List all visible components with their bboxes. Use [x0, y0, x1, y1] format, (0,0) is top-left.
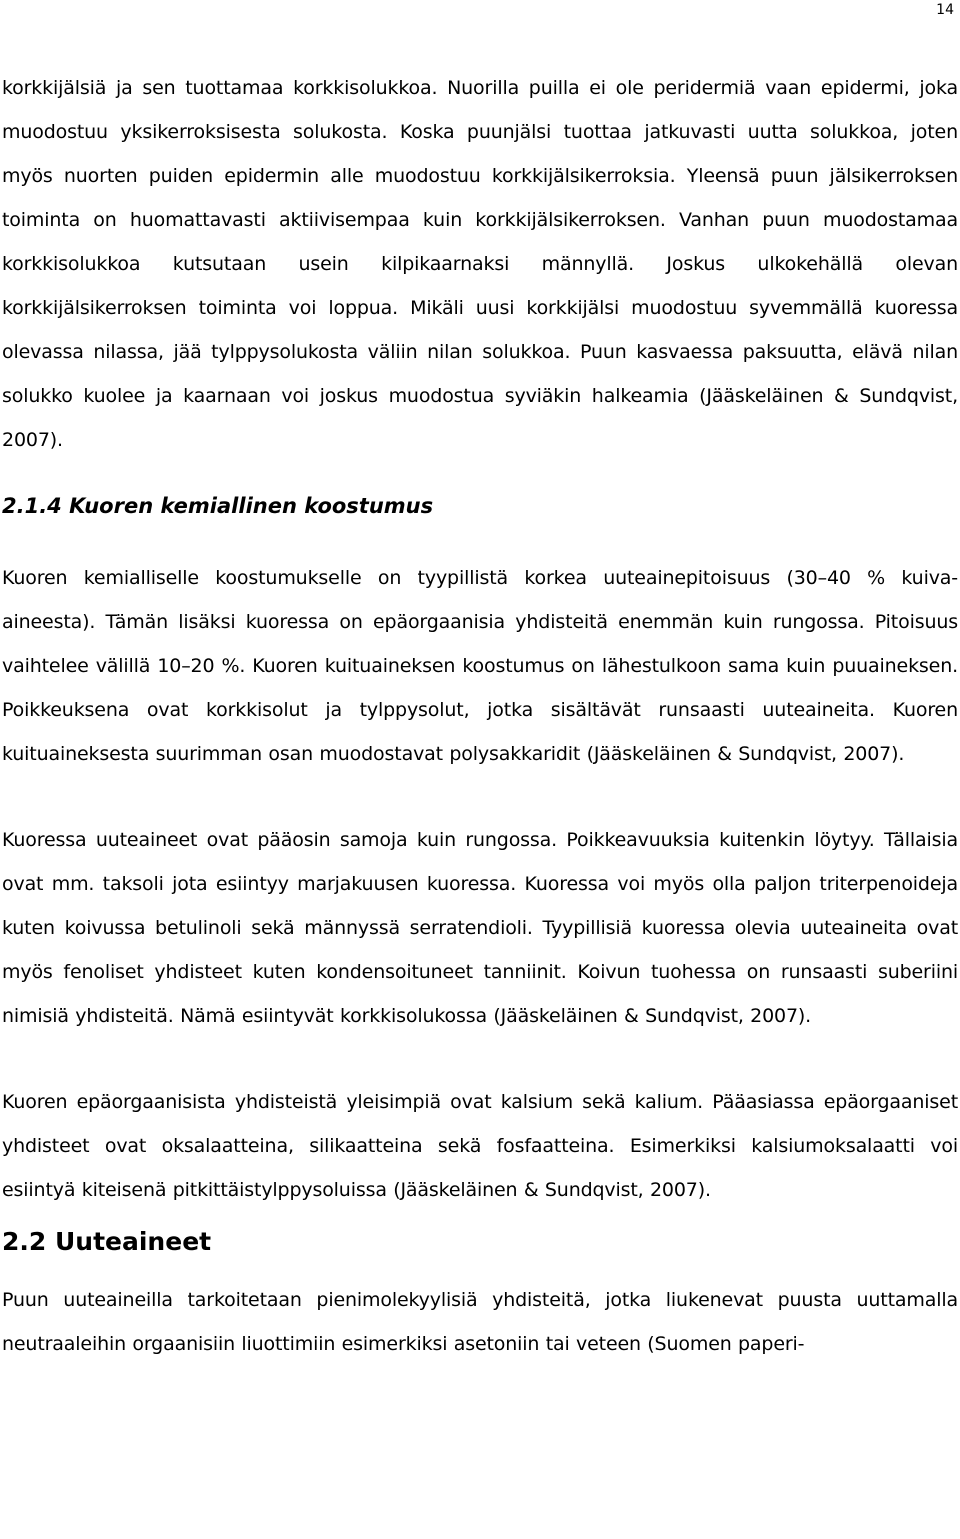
spacer — [2, 1260, 958, 1278]
spacer — [2, 522, 958, 556]
paragraph-cork-cambium: korkkijälsiä ja sen tuottamaa korkkisolukkoa. Nuorilla puilla ei ole peridermiä vaan epidermi, joka muodostuu yksikerroksisesta solukosta. Koska puunjälsi tuottaa jatkuvasti uutta solukkoa, joten myös nuorten puiden epidermin alle muodostuu korkkijälsikerroksia. Yleensä puun jälsikerroksen toiminta on huomattavasti aktiivisempaa kuin korkkijälsikerroksen. Vanhan puun muodostamaa korkkisolukkoa kutsutaan usein kilpikaarnaksi männyllä. Joskus ulkokehällä olevan korkkijälsikerroksen toiminta voi loppua. Mikäli uusi korkkijälsi muodostuu syvemmällä kuoressa olevassa nilassa, jää tylppysolukosta väliin nilan solukkoa. Puun kasvaessa paksuutta, elävä nilan solukko kuolee ja kaarnaan voi joskus muodostua syviäkin halkeamia (Jääskeläinen & Sundqvist, 2007). — [2, 77, 958, 451]
heading-extractives: 2.2 Uuteaineet — [2, 1227, 212, 1256]
heading-bark-chemical-composition: 2.1.4 Kuoren kemiallinen koostumus — [2, 494, 434, 518]
page-number: 14 — [936, 2, 954, 18]
spacer — [2, 776, 958, 818]
paragraph-bark-extractives: Kuoressa uuteaineet ovat pääosin samoja kuin rungossa. Poikkeavuuksia kuitenkin löytyy. Tällaisia ovat mm. taksoli jota esiintyy marjakuusen kuoressa. Kuoressa voi myös olla paljon triterpenoideja kuten koivussa betulinoli sekä männyssä serratendioli. Tyypillisiä kuoressa olevia uuteaineita ovat myös fenoliset yhdisteet kuten kondensoituneet tanniinit. Koivun tuohessa on runsaasti suberiini nimisiä yhdisteitä. Nämä esiintyvät korkkisolukossa (Jääskeläinen & Sundqvist, 2007). — [2, 829, 958, 1027]
spacer — [2, 1038, 958, 1080]
spacer — [2, 1212, 958, 1224]
document-body — [2, 66, 958, 1366]
spacer — [2, 462, 958, 490]
paragraph-bark-inorganics: Kuoren epäorgaanisista yhdisteistä yleisimpiä ovat kalsium sekä kalium. Pääasiassa epäorgaaniset yhdisteet ovat oksalaatteina, silikaatteina sekä fosfaatteina. Esimerkiksi kalsiumoksalaatti voi esiintyä kiteisenä pitkittäistylppysoluissa (Jääskeläinen & Sundqvist, 2007). — [2, 1091, 958, 1201]
paragraph-extractives-definition: Puun uuteaineilla tarkoitetaan pienimolekyylisiä yhdisteitä, jotka liukenevat puusta uuttamalla neutraaleihin orgaanisiin liuottimiin esimerkiksi asetoniin tai veteen (Suomen paperi- — [2, 1289, 958, 1355]
paragraph-bark-composition: Kuoren kemialliselle koostumukselle on tyypillistä korkea uuteainepitoisuus (30–40 % kuiva-aineesta). Tämän lisäksi kuoressa on epäorgaanisia yhdisteitä enemmän kuin rungossa. Pitoisuus vaihtelee välillä 10–20 %. Kuoren kuituaineksen koostumus on lähestulkoon sama kuin puuaineksen. Poikkeuksena ovat korkkisolut ja tylppysolut, jotka sisältävät runsaasti uuteaineita. Kuoren kuituaineksesta suurimman osan muodostavat polysakkaridit (Jääskeläinen & Sundqvist, 2007). — [2, 567, 958, 765]
